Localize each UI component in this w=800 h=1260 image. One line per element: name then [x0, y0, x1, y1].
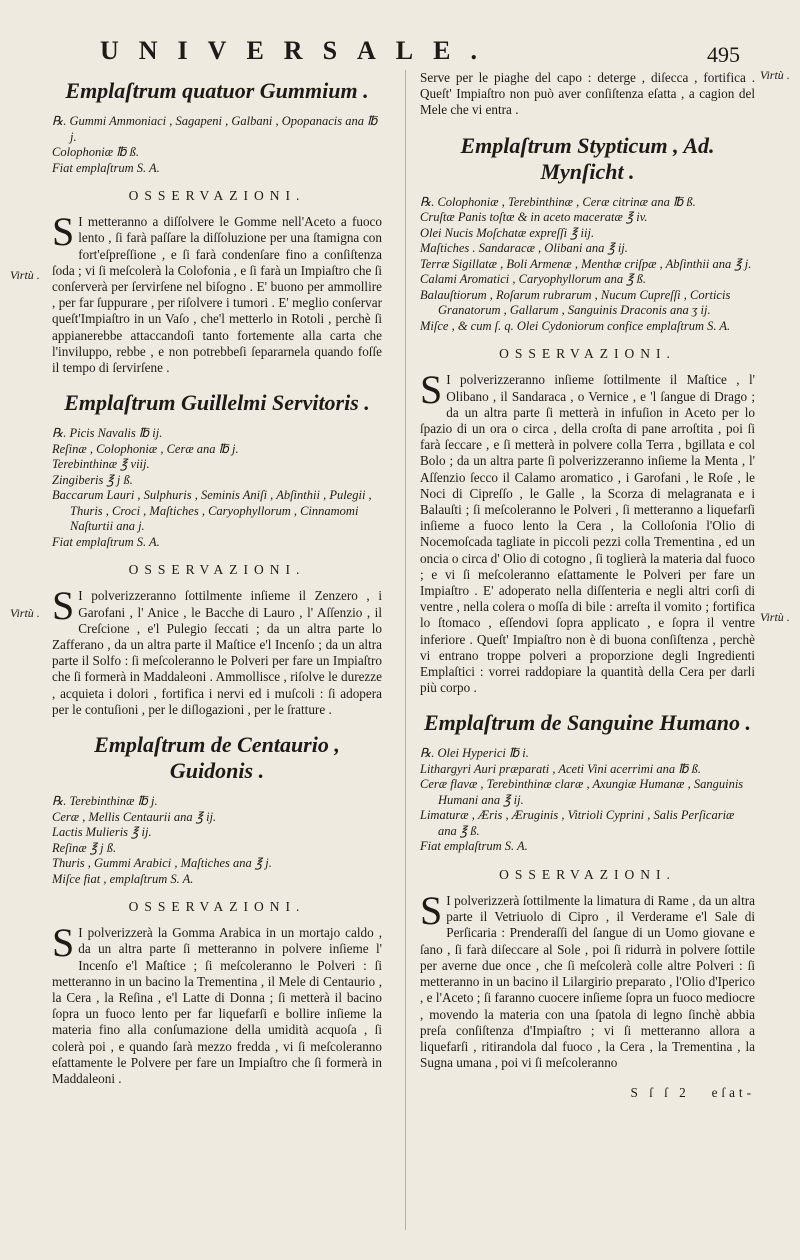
- recipe-line: Miſce fiat , emplaſtrum S. A.: [52, 871, 194, 886]
- recipe-line: Ceræ flavæ , Terebinthinæ claræ , Axungiæ Humanæ , Sanguinis Humani ana ℥ ij.: [420, 777, 744, 807]
- section-title: Emplaſtrum de Centaurio , Guidonis .: [94, 732, 340, 784]
- recipe-line: Fiat emplaſtrum S. A.: [52, 160, 160, 175]
- recipe-block: [420, 194, 755, 335]
- paragraph: I polverizzerà la Gomma Arabica in un mortajo caldo , da un altra parte ſi metteranno in polvere inſieme l' Incenſo e'l Maſtice ; ſi meſcoleranno le Polveri : ſi metteranno in un bacino la Trementina , il Mele di Centaurio , la Cera , la Reſina , e'l Latte di Donna ; ſi metterà il bacino ſopra un fuoco lento per far liquefarſi e bollire inſieme la materia fino alla conſumazione della umidità acquoſa , ſi colerà poi , e quando ſarà mezzo fredda , vi ſi meſcoleranno eſattamente le Polvere per fare un Impiaſtro che ſi formerà in Maddaleoni .: [52, 925, 382, 1087]
- observations-heading: OSSERVAZIONI.: [499, 866, 676, 882]
- recipe-line: Reſinæ , Colophoniæ , Ceræ ana ℔ j.: [52, 441, 239, 456]
- section-title: Emplaſtrum quatuor Gummium .: [65, 78, 369, 103]
- paragraph: I polverizzeranno inſieme ſottilmente il Maſtice , l' Olibano , il Sandaraca , o Vernice , e 'l ſangue di Drago ; da un altra parte ſi metterà in infuſion in Aceto per lo ſpazio di un ora o circa , della croſta di pane arroſtita , poi ſi farà ſeccare , e ſi metterà in polvere colla Terra , bgillata e col Bolo ; da un altra parte ſi polverizzeranno inſieme la Menta , l' Aſſenzio ſecco il Calamo aromatico , i Garofani , le Roſe , le Noci di Cipreſſo , le Galle , la Scorza di melagranata e i Balauſti ; ſi meſcoleranno le Polveri , ſi metteranno a liquefarſi inſieme a fuoco lento la Cera , la Colloſonia l'Olio di Nocemoſcada tagliate in piccoli pezzi colla Trementina , ed un oncia o circa d' Olio di cotogno , ſi toglierà la materia dal fuoco ; e vi ſi meſcoleranno eſattamente le Polveri per fare un Impiaſtro . E' adoperato nella diſſenteria e negli altri corſi di ventre , nella colera o moſſa di bile : arreſta il vomito ; fortifica lo ſtomaco , eſſendovi ſopra applicato , e ſopra il ventre inferiore . Queſt' Impiaſtro non è di buona conſiſtenza , perchè vi entrano troppe polveri a proporzione degli Ingredienti Emplaſtici : vorrei raddopiare la quantità della Cera per darli più corpo .: [420, 372, 755, 696]
- observations-heading: OSSERVAZIONI.: [128, 562, 306, 578]
- recipe-block: [420, 746, 755, 855]
- body-text: [52, 583, 382, 718]
- recipe-line: Reſinæ ℥ j ß.: [52, 840, 117, 855]
- drop-cap: S: [52, 920, 75, 966]
- recipe-line: Terebinthinæ ℥ viij.: [52, 457, 150, 472]
- recipe-line: Calami Aromatici , Caryophyllorum ana ℥ ß.: [420, 272, 646, 287]
- recipe-line: Maſtiches . Sandaracæ , Olibani ana ℥ ij.: [420, 241, 628, 256]
- recipe-line: Fiat emplaſtrum S. A.: [52, 534, 160, 549]
- section-title: Emplaſtrum de Sanguine Humano .: [423, 710, 752, 736]
- observations-heading: OSSERVAZIONI.: [128, 899, 306, 915]
- body-text: [52, 209, 382, 376]
- recipe-line: Lithargyri Auri præparati , Aceti Vini acerrimi ana ℔ ß.: [420, 761, 701, 776]
- recipe-line: ℞. Olei Hyperici ℔ i.: [420, 746, 529, 761]
- recipe-line: ℞. Terebinthinæ ℔ j.: [52, 794, 158, 809]
- recipe-line: Zingiberis ℥ j ß.: [52, 472, 133, 487]
- recipe-line: Cruſtæ Panis toſtæ & in aceto maceratæ ℥ iv.: [420, 210, 648, 225]
- recipe-line: Balauſtiorum , Roſarum rubrarum , Nucum Cupreſſi , Corticis Granatorum , Gallarum , Sanguinis Draconis ana ʒ ij.: [420, 287, 731, 318]
- recipe-line: Fiat emplaſtrum S. A.: [420, 839, 528, 854]
- observations-heading: OSSERVAZIONI.: [128, 188, 306, 203]
- drop-cap: S: [420, 888, 443, 934]
- margin-note-virtu: Virtù .: [10, 606, 40, 620]
- recipe-line: Terræ Sigillatæ , Boli Armenæ , Menthæ criſpæ , Abſinthii ana ℥ j.: [420, 256, 752, 271]
- page-number: 495: [707, 42, 740, 67]
- recipe-block: [52, 794, 382, 887]
- observations-heading: OSSERVAZIONI.: [499, 346, 676, 362]
- margin-note-virtu: Virtù .: [10, 268, 40, 282]
- margin-note-virtu: Virtù .: [760, 610, 790, 624]
- signature-mark: S ſ ſ 2: [630, 1085, 690, 1101]
- running-head: UNIVERSALE.: [100, 36, 497, 65]
- margin-note-virtu: Virtù .: [760, 68, 790, 82]
- body-text: [52, 920, 382, 1087]
- paragraph: I polverizzeranno ſottilmente inſieme il Zenzero , i Garofani , l' Anice , le Bacche di Lauro , l' Aſſenzio , il Creſcione , e'l Pulegio ſeccati ; da un altra parte lo Zafferano , da un altra parte il Maſtice e'l Incenſo ; da un altra parte il Solfo : ſi meſcoleranno le Polveri per fare un Impiaſtro che ſi formerà in Maddaleoni . Ammollisce , riſolve le durezze , acquieta i dolori , fortifica i nervi ed i muſcoli : ſi adopera per le contuſioni , per le diſlogazioni , per le ſratture .: [52, 588, 382, 717]
- section-title: Emplaſtrum Stypticum , Ad. Mynſicht .: [460, 132, 715, 184]
- recipe-line: Miſce , & cum ſ. q. Olei Cydoniorum confice emplaſtrum S. A.: [420, 318, 731, 333]
- paragraph: I polverizzerà ſottilmente la limatura di Rame , da un altra parte il Vetriuolo di Cipro , il Verderame e'l Sale di Perſicaria : Prenderaſſi del ſangue di un Uomo giovane e ſano , ſi farà diſeccare al Sole , poi ſi ridurrà in polvere ſottile per averne due once , che ſi meſcolerà colle altre Polveri : ſi metteranno in un bacino il Lilargirio preparato , l'Olio d'Iperico , e l'Aceto ; ſi faranno cuocere inſieme ſopra un fuoco mediocre , movendo la materia con una ſpatola di legno ſinchè abbia preſa conſiſtenza d'Impiaſtro ; vi ſi metteranno allora a liquefarſi , ritirandola dal fuoco , la Cera , la Trementina , la Sugna umana , poi vi ſi meſcoleranno: [420, 893, 755, 1071]
- recipe-line: Thuris , Gummi Arabici , Maſtiches ana ℥ j.: [52, 856, 272, 871]
- recipe-block: [52, 426, 382, 550]
- recipe-line: ℞. Colophoniæ , Terebinthinæ , Ceræ citrinæ ana ℔ ß.: [420, 194, 696, 209]
- recipe-line: Colophoniæ ℔ ß.: [52, 145, 139, 159]
- right-column: [420, 70, 755, 1102]
- section-title: Emplaſtrum Guillelmi Servitoris .: [64, 390, 370, 416]
- signature-line: [420, 1085, 755, 1101]
- recipe-line: Baccarum Lauri , Sulphuris , Seminis Aniſi , Abſinthii , Pulegii , Thuris , Croci , Maſtiches , Caryophyllorum , Cinnamomi Naſturtii ana j.: [52, 488, 372, 534]
- drop-cap: S: [52, 209, 75, 255]
- recipe-line: Olei Nucis Moſchatæ expreſſi ℥ iij.: [420, 225, 595, 240]
- recipe-line: Ceræ , Mellis Centaurii ana ℥ ij.: [52, 809, 217, 824]
- recipe-block: [52, 114, 382, 176]
- intro-text: Serve per le piaghe del capo : deterge , diſecca , fortifica . Queſt' Impiaſtro non può aver conſiſtenza eſatta , a cagion del Mele che vi entra .: [420, 70, 755, 118]
- recipe-line: ℞. Gummi Ammoniaci , Sagapeni , Galbani , Opopanacis ana ℔ j.: [52, 114, 378, 144]
- drop-cap: S: [420, 367, 443, 413]
- body-text: [420, 888, 755, 1071]
- paragraph: I metteranno a diſſolvere le Gomme nell'Aceto a fuoco lento , ſi farà paſſare la diſſoluzione per una ſtamigna con fort'eſpreſſione , e ſi farà condenſare fino a conſiſtenza ſoda ; vi ſi meſcolerà la Colofonia , e ſi farà un Impiaſtro che ſi conſerverà per ſervirſene nel biſogno . E' buono per ammollire , per far ſuppurare , per riſolvere i tumori . E' meglio conſervar queſt'Impiaſtro in un Vaſo , che'l metterlo in Rotoli , perchè ſi appianerebbe attaccandoſi tanto fortemente alla carta che l'inviluppo, rebbe , e non potrebbeſi ſepararnela quando foſſe il tempo di ſervirſene .: [52, 214, 382, 376]
- left-column: [52, 70, 382, 1101]
- drop-cap: S: [52, 583, 75, 629]
- recipe-line: Lactis Mulieris ℥ ij.: [52, 825, 152, 840]
- body-text: [420, 367, 755, 696]
- column-divider: [405, 70, 406, 1230]
- recipe-line: ℞. Picis Navalis ℔ ij.: [52, 426, 163, 441]
- recipe-line: Limaturæ , Æris , Æruginis , Vitrioli Cyprini , Salis Perſicariæ ana ℥ ß.: [420, 808, 735, 838]
- catchword: eſat-: [711, 1085, 755, 1101]
